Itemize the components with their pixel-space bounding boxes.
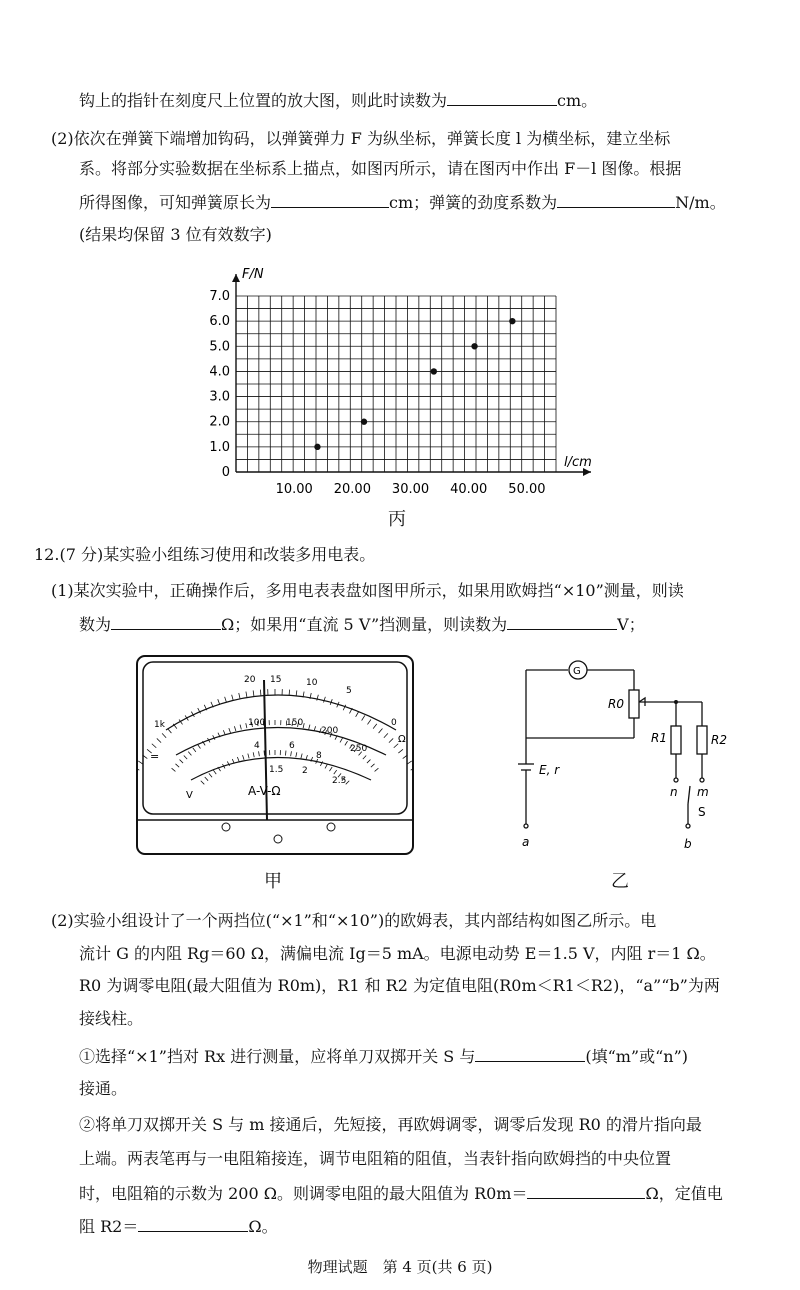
data-point	[471, 343, 477, 349]
dcv-scale-label: 250	[350, 744, 368, 754]
x-tick-label: 40.00	[450, 482, 488, 497]
ac-label: V	[186, 790, 193, 801]
q12-part2-line4: 接线柱。	[79, 1009, 144, 1028]
circuit-diagram	[510, 656, 750, 856]
q12-part2-line6: 接通。	[79, 1079, 128, 1098]
text-line-1: 钩上的指针在刻度尺上位置的放大图，则此时读数为 cm。	[79, 91, 598, 110]
q12-part2-line5: ①选择“×1”挡对 Rx 进行测量，应将单刀双掷开关 S 与 (填“m”或“n”)	[79, 1047, 689, 1066]
scale-tick	[289, 690, 290, 696]
q12-part2-line2: 流计 G 的内阻 Rg＝60 Ω，满偏电流 Ig＝5 mA。电源电动势 E＝1.5 V，内阻 r＝1 Ω。	[79, 944, 716, 963]
ohm-scale-label: 1k	[154, 720, 165, 730]
dc-label: =	[150, 750, 160, 763]
r2-label: R2	[711, 733, 727, 747]
ohm-scale-label: 20	[244, 675, 256, 685]
ac-scale-label: 2	[302, 766, 308, 776]
page-footer: 物理试题 第 4 页(共 6 页)	[307, 1258, 493, 1276]
text-line-4: 所得图像，可知弹簧原长为 cm；弹簧的劲度系数为 N/m。	[79, 193, 726, 212]
ohm-scale-label: 15	[270, 675, 282, 685]
answer-blank[interactable]	[138, 1215, 248, 1232]
ohm-scale-label: 10	[306, 678, 318, 688]
scale-tick	[285, 751, 286, 756]
galvanometer-label: G	[573, 666, 581, 677]
y-tick-label: 6.0	[209, 314, 230, 330]
y-tick-label: 3.0	[209, 389, 230, 405]
q12-part2-line3: R0 为调零电阻(最大阻值为 R0m)，R1 和 R2 为定值电阻(R0m＜R1＜R2)，“a”“b”为两	[79, 976, 720, 995]
figure-label-jia: 甲	[264, 871, 282, 892]
y-tick-label: 2.0	[209, 414, 230, 430]
question-12-title: 12.(7 分)某实验小组练习使用和改装多用电表。	[34, 545, 376, 564]
source-label: E, r	[539, 763, 560, 777]
y-tick-label: 0	[221, 465, 230, 480]
terminal-n-label: n	[670, 785, 678, 799]
q12-part2-line10: 阻 R2＝ Ω。	[79, 1217, 278, 1236]
scale-tick	[264, 751, 265, 756]
q12-part2-line9: 时，电阻箱的示数为 200 Ω。则调零电阻的最大阻值为 R0m＝ Ω，定值电	[79, 1184, 723, 1203]
x-axis-label: l/cm	[564, 455, 592, 470]
x-tick-label: 20.00	[333, 482, 371, 497]
answer-blank[interactable]	[475, 1045, 585, 1062]
answer-blank[interactable]	[271, 191, 389, 208]
text-line-2: (2)依次在弹簧下端增加钩码，以弹簧弹力 F 为纵坐标，弹簧长度 l 为横坐标，建立坐标	[51, 129, 671, 148]
y-axis-arrow	[232, 274, 240, 282]
answer-blank[interactable]	[447, 89, 557, 106]
avo-label: A-V-Ω	[248, 784, 281, 798]
dcv-scale-label: 6	[289, 741, 295, 751]
r0-label: R0	[608, 697, 624, 711]
answer-blank[interactable]	[527, 1182, 645, 1199]
x-tick-label: 50.00	[508, 482, 546, 497]
q12-part1-line1: (1)某次实验中，正确操作后，多用电表表盘如图甲所示，如果用欧姆挡“×10”测量，则读	[51, 581, 684, 600]
x-tick-label: 30.00	[391, 482, 430, 497]
ohm-unit-label: Ω	[398, 734, 406, 745]
q12-part1-line2: 数为 Ω；如果用“直流 5 V”挡测量，则读数为 V；	[79, 615, 645, 634]
multimeter-dial	[136, 655, 414, 855]
dcv-scale-label: 100	[248, 718, 266, 728]
answer-blank[interactable]	[507, 613, 617, 630]
dcv-scale-label: 4	[254, 741, 260, 751]
data-point	[509, 318, 515, 324]
dcv-scale-label: 150	[286, 718, 304, 728]
f-l-chart	[200, 260, 620, 500]
figure-label-bing: 丙	[388, 509, 406, 530]
y-tick-label: 1.0	[209, 439, 230, 455]
y-tick-label: 4.0	[209, 364, 230, 380]
figure-label-yi: 乙	[611, 871, 629, 892]
ac-scale-label: 1.5	[269, 765, 284, 775]
answer-blank[interactable]	[111, 613, 221, 630]
data-point	[314, 444, 320, 450]
ohm-scale-label: 0	[391, 718, 397, 728]
x-tick-label: 10.00	[275, 482, 313, 497]
r1-label: R1	[651, 731, 667, 745]
q12-part2-line7: ②将单刀双掷开关 S 与 m 接通后，先短接，再欧姆调零，调零后发现 R0 的滑片指向最	[79, 1115, 702, 1134]
dcv-scale-label: 8	[316, 751, 322, 761]
terminal-a-label: a	[522, 835, 530, 849]
y-axis-label: F/N	[242, 267, 264, 282]
text-line-5: (结果均保留 3 位有效数字)	[79, 225, 272, 244]
scale-tick	[260, 690, 261, 696]
data-point	[431, 368, 437, 374]
switch-label: S	[698, 805, 706, 819]
ohm-scale-label: 5	[346, 686, 352, 696]
q12-part2-line8: 上端。两表笔再与一电阻箱接连，调节电阻箱的阻值，当表针指向欧姆挡的中央位置	[79, 1149, 672, 1168]
y-tick-label: 7.0	[209, 289, 230, 304]
terminal-m-label: m	[697, 785, 709, 799]
terminal-b-label: b	[684, 837, 692, 851]
dcv-scale-label: 200	[321, 726, 339, 736]
y-tick-label: 5.0	[209, 339, 230, 355]
text-line-3: 系。将部分实验数据在坐标系上描点，如图丙所示，请在图丙中作出 F－l 图像。根据	[79, 159, 682, 178]
answer-blank[interactable]	[557, 191, 675, 208]
q12-part2-line1: (2)实验小组设计了一个两挡位(“×1”和“×10”)的欧姆表，其内部结构如图乙所示。电	[51, 911, 657, 930]
ac-scale-label: 2.5	[332, 776, 347, 786]
data-point	[361, 419, 367, 425]
